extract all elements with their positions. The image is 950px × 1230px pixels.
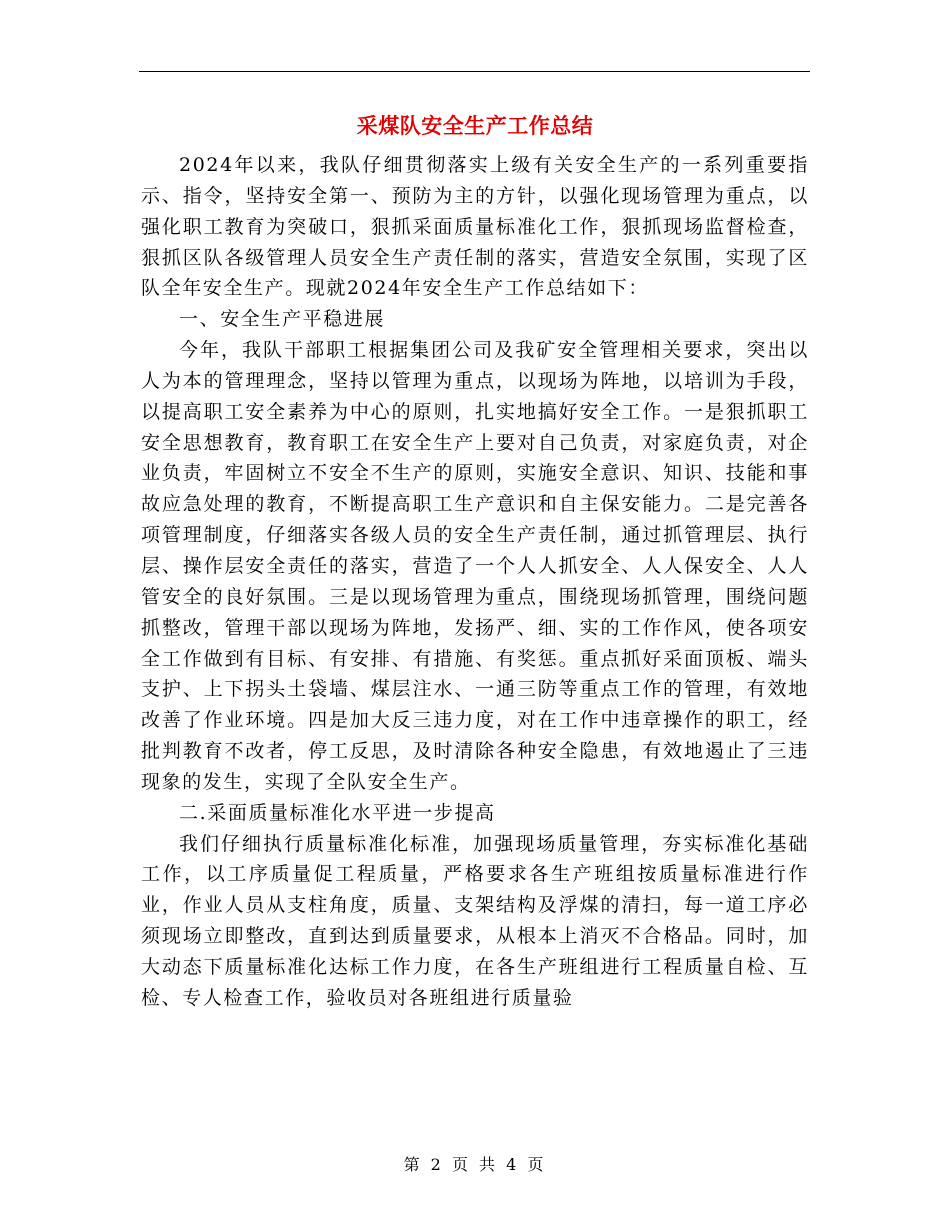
- page-number-footer: 第 2 页 共 4 页: [403, 1155, 547, 1174]
- document-title: 采煤队安全生产工作总结: [356, 113, 594, 138]
- section-heading-1: 一、安全生产平稳进展: [179, 308, 386, 331]
- document-body: [141, 150, 809, 1014]
- section-1-paragraph: 今年，我队干部职工根据集团公司及我矿安全管理相关要求，突出以人为本的管理理念，坚持以管理为重点，以现场为阵地，以培训为手段，以提高职工安全素养为中心的原则，扎实地搞好安全工作。一是狠抓职工安全思想教育，教育职工在安全生产上要对自己负责，对家庭负责，对企业负责，牢固树立不安全不生产的原则，实施安全意识、知识、技能和事故应急处理的教育，不断提高职工生产意识和自主保安能力。二是完善各项管理制度，仔细落实各级人员的安全生产责任制，通过抓管理层、执行层、操作层安全责任的落实，营造了一个人人抓安全、人人保安全、人人管安全的良好氛围。三是以现场管理为重点，围绕现场抓管理，围绕问题抓整改，管理干部以现场为阵地，发扬严、细、实的工作作风，使各项安全工作做到有目标、有安排、有措施、有奖惩。重点抓好采面顶板、端头支护、上下拐头土袋墙、煤层注水、一通三防等重点工作的管理，有效地改善了作业环境。四是加大反三违力度，对在工作中违章操作的职工，经批判教育不改者，停工反思，及时清除各种安全隐患，有效地遏止了三违现象的发生，实现了全队安全生产。: [141, 339, 809, 793]
- section-heading-2: 二.采面质量标准化水平进一步提高: [179, 801, 496, 824]
- section-2-paragraph: 我们仔细执行质量标准化标准，加强现场质量管理，夯实标准化基础工作，以工序质量促工程质量，严格要求各生产班组按质量标准进行作业，作业人员从支柱角度，质量、支架结构及浮煤的清扫，每一道工序必须现场立即整改，直到达到质量要求，从根本上消灭不合格品。同时，加大动态下质量标准化达标工作力度，在各生产班组进行工程质量自检、互检、专人检查工作，验收员对各班组进行质量验: [141, 832, 809, 1009]
- header-rule: [139, 71, 810, 72]
- intro-paragraph: 2024年以来，我队仔细贯彻落实上级有关安全生产的一系列重要指示、指令，坚持安全第一、预防为主的方针，以强化现场管理为重点，以强化职工教育为突破口，狠抓采面质量标准化工作，狠抓现场监督检查，狠抓区队各级管理人员安全生产责任制的落实，营造安全氛围，实现了区队全年安全生产。现就2024年安全生产工作总结如下：: [141, 154, 809, 300]
